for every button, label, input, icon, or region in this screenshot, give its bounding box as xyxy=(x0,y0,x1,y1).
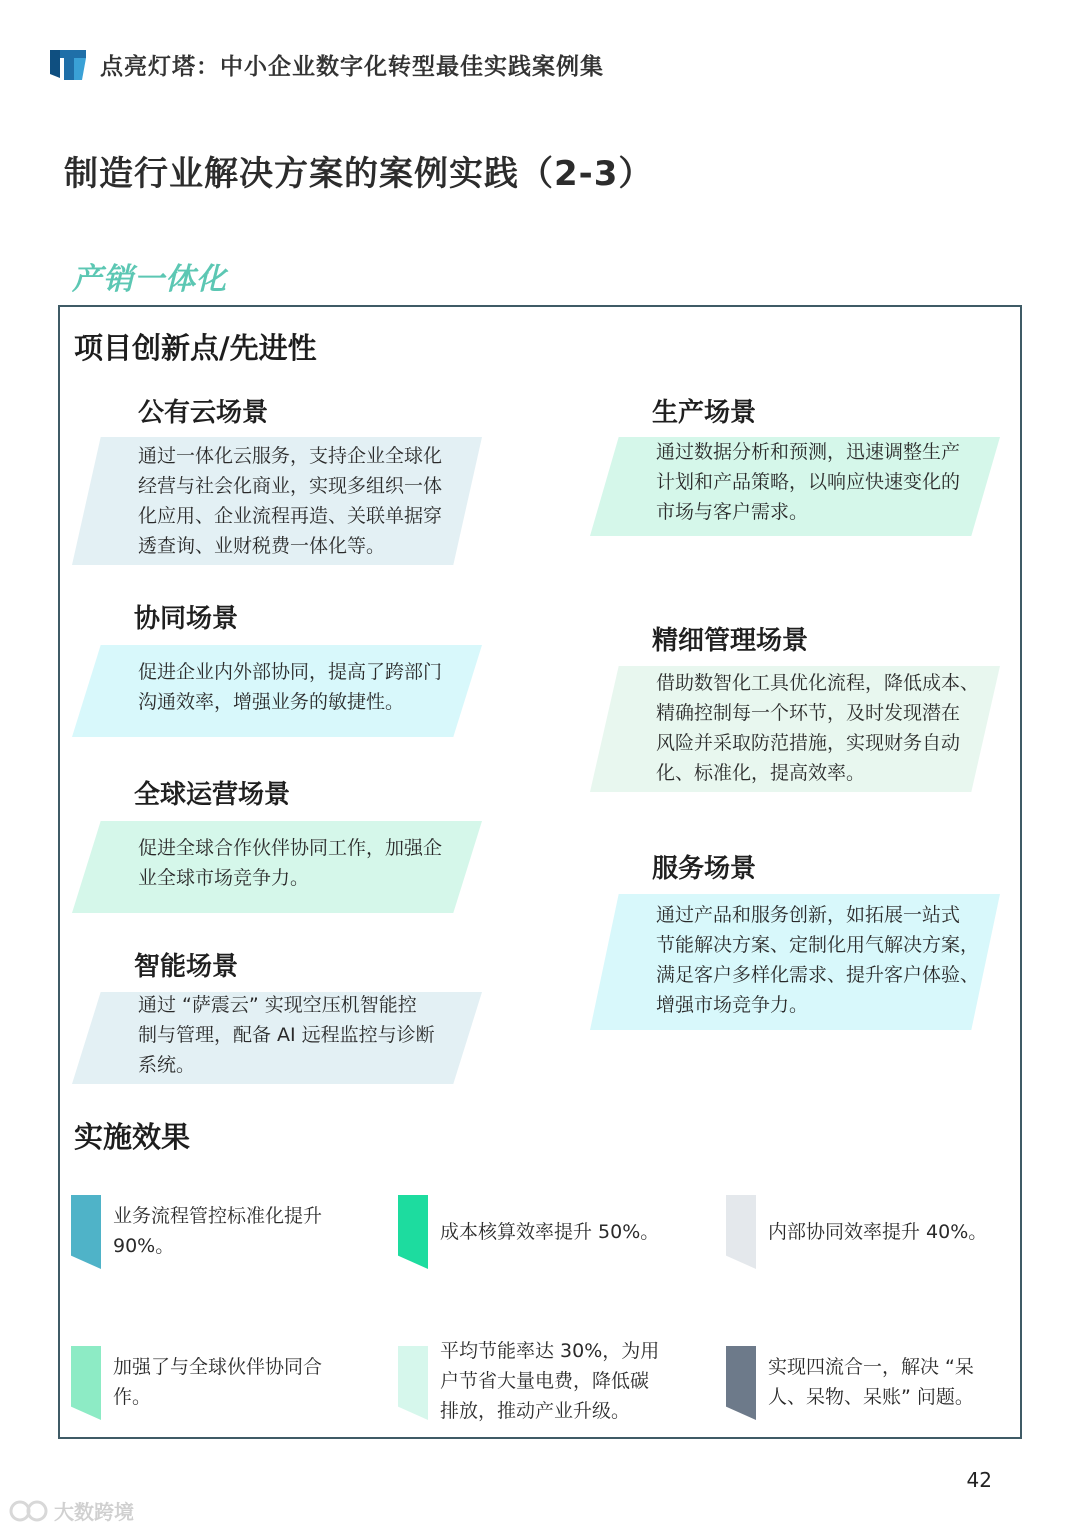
scene-text-smart: 通过 “萨震云” 实现空压机智能控 制与管理，配备 AI 远程监控与诊断 系统。 xyxy=(138,994,435,1076)
header-title: 点亮灯塔：中小企业数字化转型最佳实践案例集 xyxy=(100,53,604,80)
effect-item: 实现四流合一，解决 “呆 人、呆物、呆账” 问题。 xyxy=(726,1346,1016,1426)
effect-marker-icon xyxy=(398,1195,428,1269)
effect-item: 平均节能率达 30%，为用 户节省大量电费，降低碳 排放，推动产业升级。 xyxy=(398,1346,698,1426)
effect-marker-icon xyxy=(71,1195,101,1269)
section-tag: 产销一体化 xyxy=(72,262,227,297)
scene-panel-smart xyxy=(72,992,482,1084)
innovation-heading: 项目创新点/先进性 xyxy=(74,331,317,365)
scene-text-service: 通过产品和服务创新，如拓展一站式 节能解决方案、定制化用气解决方案， 满足客户多样化需求、提升客户体验、 增强市场竞争力。 xyxy=(656,904,980,1016)
scene-panel-production xyxy=(590,437,1000,536)
effect-item: 内部协同效率提升 40%。 xyxy=(726,1195,1016,1275)
scene-text-production: 通过数据分析和预测，迅速调整生产 计划和产品策略，以响应快速变化的 市场与客户需求。 xyxy=(656,441,961,523)
document-header xyxy=(48,44,604,84)
lighthouse-logo-icon xyxy=(48,46,88,82)
effect-item: 加强了与全球伙伴协同合 作。 xyxy=(71,1346,371,1426)
scene-title-global-ops: 全球运营场景 xyxy=(134,780,291,810)
scene-panel-collaboration xyxy=(72,645,482,737)
page-title: 制造行业解决方案的案例实践（2-3） xyxy=(64,154,654,194)
effect-item: 业务流程管控标准化提升 90%。 xyxy=(71,1195,371,1275)
watermark xyxy=(8,1496,134,1525)
watermark-logo-icon xyxy=(8,1498,50,1524)
scene-text-fine-management: 借助数智化工具优化流程，降低成本、 精确控制每一个环节，及时发现潜在 风险并采取防范措施，实现财务自动 化、标准化，提高效率。 xyxy=(656,672,980,784)
scene-text-global-ops: 促进全球合作伙伴协同工作，加强企 业全球市场竞争力。 xyxy=(138,837,443,889)
scene-title-smart: 智能场景 xyxy=(134,952,239,982)
scene-panel-fine-management xyxy=(590,666,1000,792)
scene-title-public-cloud: 公有云场景 xyxy=(138,398,269,428)
scene-panel-global-ops xyxy=(72,821,482,913)
scene-title-production: 生产场景 xyxy=(652,398,757,428)
scene-panel-public-cloud xyxy=(72,437,482,565)
scene-text-collaboration: 促进企业内外部协同，提高了跨部门 沟通效率，增强业务的敏捷性。 xyxy=(138,661,443,713)
effect-marker-icon xyxy=(726,1195,756,1269)
scene-panel-service xyxy=(590,894,1000,1030)
effects-heading: 实施效果 xyxy=(74,1120,191,1154)
effect-marker-icon xyxy=(71,1346,101,1420)
effect-item: 成本核算效率提升 50%。 xyxy=(398,1195,698,1275)
page-number: 42 xyxy=(966,1468,992,1492)
scene-title-collaboration: 协同场景 xyxy=(134,604,239,634)
scene-title-service: 服务场景 xyxy=(652,854,757,884)
effect-marker-icon xyxy=(398,1346,428,1420)
scene-text-public-cloud: 通过一体化云服务，支持企业全球化 经营与社会化商业，实现多组织一体 化应用、企业流程再造、关联单据穿 透查询、业财税费一体化等。 xyxy=(138,445,443,557)
watermark-text: 大数跨境 xyxy=(54,1500,134,1524)
effect-marker-icon xyxy=(726,1346,756,1420)
scene-title-fine-management: 精细管理场景 xyxy=(652,626,809,656)
